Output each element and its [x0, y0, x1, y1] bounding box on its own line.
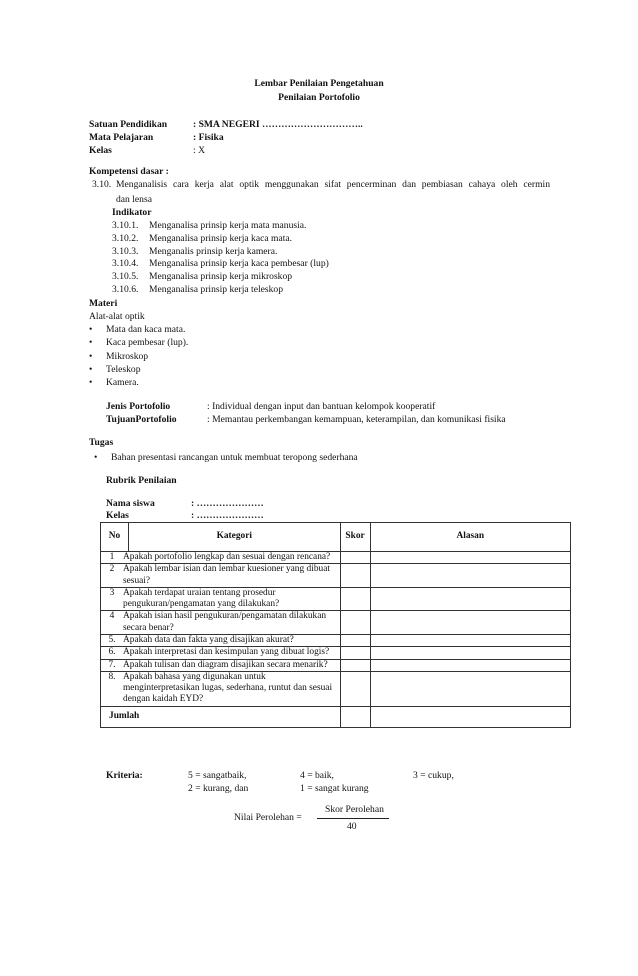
table-row	[101, 564, 571, 588]
skor-cell[interactable]	[340, 587, 370, 611]
header-alasan: Alasan	[370, 523, 570, 552]
table-row	[101, 659, 571, 671]
tujuan-value: : Memantau perkembangan kemampuan, keterampilan, dan komunikasi fisika	[207, 414, 506, 425]
row-text: Apakah data dan fakta yang disajikan akurat?	[123, 634, 294, 645]
row-no: 4	[109, 611, 115, 622]
kelas-value: : …………………	[191, 510, 264, 521]
materi-label: Materi	[89, 298, 118, 309]
jumlah-label: Jumlah	[109, 711, 140, 722]
skor-cell[interactable]	[340, 634, 370, 646]
indikator-no: 3.10.3.	[112, 245, 139, 257]
skor-cell[interactable]	[340, 564, 370, 588]
indikator-no: 3.10.1.	[112, 220, 139, 231]
indikator-no: 3.10.5.	[112, 271, 139, 283]
tugas-label: Tugas	[89, 437, 114, 448]
criteria-cell	[101, 611, 341, 635]
indikator-item	[112, 246, 329, 259]
table-header-row	[101, 523, 571, 552]
indikator-text: Menganalisa prinsip kerja mata manusia.	[149, 220, 307, 231]
kd-text-line1: Menganalisis cara kerja alat optik menggunakan sifat pencerminan dan pembiasan cahaya oleh cermin	[116, 179, 550, 190]
nama-label: Nama siswa	[106, 498, 155, 509]
kd-label: Kompetensi dasar :	[89, 166, 169, 177]
table-row	[101, 611, 571, 635]
criteria-cell	[101, 587, 341, 611]
row-text: Apakah interpretasi dan kesimpulan yang dibuat logis?	[123, 647, 330, 658]
indikator-no: 3.10.2.	[112, 232, 139, 244]
jenis-label: Jenis Portofolio	[106, 401, 171, 412]
kriteria-4: 4 = baik,	[300, 770, 334, 781]
alasan-cell[interactable]	[370, 587, 570, 611]
row-no: 7.	[108, 659, 116, 670]
list-item: • Kaca pembesar (lup).	[106, 337, 188, 350]
indikator-text: Menganalisa prinsip kerja teleskop	[149, 283, 284, 295]
kriteria-3: 3 = cukup,	[413, 770, 454, 781]
formula-denominator: 40	[347, 821, 357, 832]
row-text: Apakah terdapat uraian tentang prosedur pengukuran/pengamatan yang dilakukan?	[123, 587, 280, 610]
skor-cell[interactable]	[340, 647, 370, 659]
header-no: No	[101, 523, 129, 552]
skor-cell[interactable]	[340, 552, 370, 564]
kd-number: 3.10.	[92, 179, 112, 190]
criteria-cell	[101, 634, 341, 646]
indikator-no: 3.10.6.	[112, 283, 139, 295]
row-text: Apakah tulisan dan diagram disajikan secara menarik?	[123, 659, 328, 670]
table-row	[101, 647, 571, 659]
alasan-cell[interactable]	[370, 552, 570, 564]
indikator-text: Menganalis prinsip kerja kamera.	[149, 245, 278, 257]
table-row	[101, 671, 571, 706]
indikator-no: 3.10.4.	[112, 258, 139, 270]
jumlah-skor-cell[interactable]	[340, 706, 370, 727]
list-item: • Teleskop	[106, 364, 188, 377]
skor-cell[interactable]	[340, 659, 370, 671]
info-label-satuan: Satuan Pendidikan	[89, 119, 168, 130]
indikator-text: Menganalisa prinsip kerja mikroskop	[149, 271, 293, 283]
alasan-cell[interactable]	[370, 611, 570, 635]
kd-text-line2: dan lensa	[116, 194, 152, 205]
table-row	[101, 634, 571, 646]
criteria-cell	[101, 647, 341, 659]
row-no: 6.	[108, 647, 116, 658]
alasan-cell[interactable]	[370, 647, 570, 659]
kriteria-5: 5 = sangatbaik,	[188, 770, 247, 781]
jenis-value: : Individual dengan input dan bantuan kelompok kooperatif	[207, 401, 436, 412]
kriteria-2: 2 = kurang, dan	[188, 783, 249, 794]
info-value-mapel: : Fisika	[193, 132, 224, 143]
alasan-cell[interactable]	[370, 659, 570, 671]
kriteria-label: Kriteria:	[106, 770, 143, 781]
nama-value: : …………………	[191, 498, 264, 509]
indikator-text: Menganalisa prinsip kerja kaca mata.	[149, 232, 293, 244]
table-row	[101, 587, 571, 611]
indikator-item	[112, 220, 329, 233]
list-item: • Mata dan kaca mata.	[106, 324, 188, 337]
row-no: 2	[109, 564, 115, 575]
list-item: • Kamera.	[106, 377, 188, 390]
skor-cell[interactable]	[340, 611, 370, 635]
indikator-item	[112, 258, 329, 271]
indikator-label: Indikator	[112, 207, 152, 218]
rubrik-table	[100, 522, 571, 728]
skor-cell[interactable]	[340, 671, 370, 706]
kelas-label: Kelas	[106, 510, 129, 521]
doc-title: Lembar Penilaian Pengetahuan	[254, 78, 384, 89]
indikator-item	[112, 233, 329, 246]
criteria-cell	[101, 564, 341, 588]
alasan-cell[interactable]	[370, 671, 570, 706]
info-label-kelas: Kelas	[89, 145, 112, 156]
indikator-item	[112, 284, 329, 297]
row-text: Apakah lembar isian dan lembar kuesioner yang dibuat sesuai?	[123, 564, 330, 586]
alasan-cell[interactable]	[370, 634, 570, 646]
rubrik-label: Rubrik Penilaian	[106, 475, 177, 486]
row-no: 3	[109, 587, 115, 598]
jumlah-cell	[101, 706, 341, 727]
formula-label: Nilai Perolehan =	[234, 812, 302, 823]
doc-subtitle: Penilaian Portofolio	[278, 92, 360, 103]
materi-list	[106, 324, 188, 390]
row-text: Apakah portofolio lengkap dan sesuai dengan rencana?	[123, 552, 331, 562]
tugas-item: • Bahan presentasi rancangan untuk membuat teropong sederhana	[111, 452, 358, 464]
tujuan-label: TujuanPortofolio	[106, 414, 177, 425]
fraction-line	[317, 818, 389, 819]
indikator-item	[112, 271, 329, 284]
indikator-text: Menganalisa prinsip kerja kaca pembesar (lup)	[149, 258, 329, 270]
row-no: 8.	[108, 671, 116, 682]
row-no: 5.	[108, 634, 116, 645]
indikator-list	[112, 220, 329, 297]
info-label-mapel: Mata Pelajaran	[89, 132, 154, 143]
alasan-cell[interactable]	[370, 564, 570, 588]
row-no: 1	[109, 552, 115, 562]
jumlah-alasan-cell[interactable]	[370, 706, 570, 727]
kriteria-1: 1 = sangat kurang	[300, 783, 369, 794]
header-skor: Skor	[340, 523, 370, 552]
formula-numerator: Skor Perolehan	[325, 804, 384, 815]
info-value-satuan: : SMA NEGERI …………………………..	[193, 119, 363, 130]
info-value-kelas: : X	[193, 145, 205, 156]
criteria-cell	[101, 671, 341, 706]
criteria-cell	[101, 659, 341, 671]
header-kategori: Kategori	[128, 523, 340, 552]
materi-subtitle: Alat-alat optik	[89, 311, 145, 322]
jumlah-row	[101, 706, 571, 727]
table-row	[101, 552, 571, 564]
row-text: Apakah isian hasil pengukuran/pengamatan dilakukan secara benar?	[123, 611, 327, 633]
row-text: Apakah bahasa yang digunakan untuk menginterpretasikan lugas, sederhana, runtut dan sesuai dengan kaidah EYD?	[123, 671, 333, 705]
list-item: • Mikroskop	[106, 351, 188, 364]
criteria-cell	[101, 552, 341, 564]
